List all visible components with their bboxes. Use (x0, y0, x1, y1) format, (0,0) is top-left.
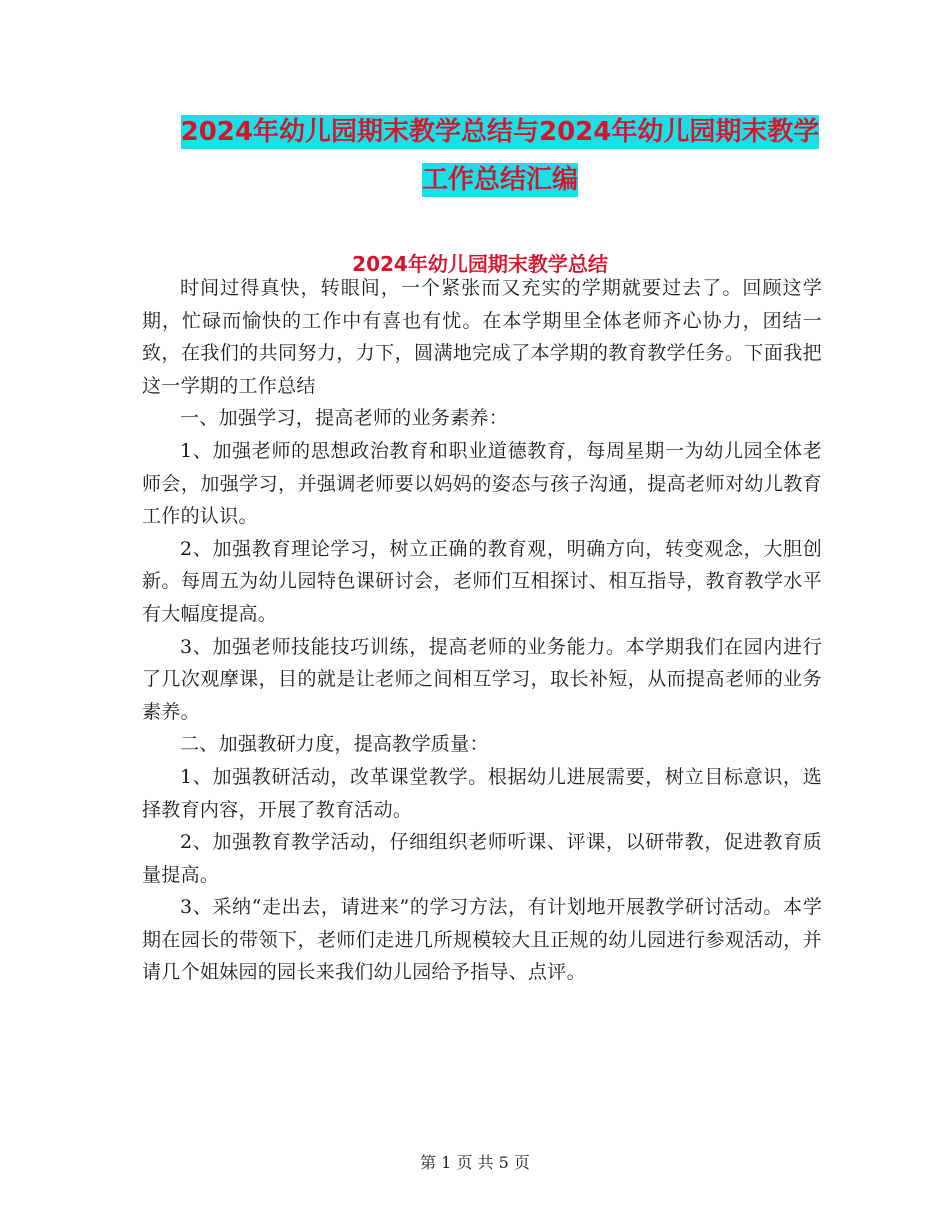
main-title-line-1: 2024年幼儿园期末教学总结与2024年幼儿园期末教学 (180, 117, 820, 147)
page-footer: 第 1 页 共 5 页 (420, 1153, 530, 1172)
main-title-line-2: 工作总结汇编 (421, 165, 578, 195)
paragraph: 3、加强老师技能技巧训练，提高老师的业务能力。本学期我们在园内进行了几次观摩课，目的就是让老师之间相互学习，取长补短，从而提高老师的业务素养。 (142, 635, 822, 723)
paragraph: 3、采纳“走出去，请进来”的学习方法，有计划地开展教学研讨活动。本学期在园长的带领下，老师们走进几所规模较大且正规的幼儿园进行参观活动，并请几个姐妹园的园长来我们幼儿园给予指导、点评。 (142, 896, 822, 984)
paragraph: 2、加强教育教学活动，仔细组织老师听课、评课，以研带教，促进教育质量提高。 (142, 831, 822, 886)
paragraph: 时间过得真快，转眼间，一个紧张而又充实的学期就要过去了。回顾这学期，忙碌而愉快的工作中有喜也有忧。在本学期里全体老师齐心协力，团结一致，在我们的共同努力，力下，圆满地完成了本学期的教育教学任务。下面我把这一学期的工作总结 (142, 277, 822, 397)
paragraph: 2、加强教育理论学习，树立正确的教育观，明确方向，转变观念，大胆创新。每周五为幼儿园特色课研讨会，老师们互相探讨、相互指导，教育教学水平有大幅度提高。 (142, 537, 822, 625)
paragraph: 一、加强学习，提高老师的业务素养： (180, 407, 509, 430)
section-title: 2024年幼儿园期末教学总结 (352, 252, 608, 276)
paragraph: 二、加强教研力度，提高教学质量： (180, 733, 489, 756)
main-title (140, 108, 860, 204)
paragraph: 1、加强教研活动，改革课堂教学。根据幼儿进展需要，树立目标意识，选择教育内容，开展了教育活动。 (142, 765, 822, 821)
body-text (142, 272, 822, 989)
paragraph: 1、加强老师的思想政治教育和职业道德教育，每周星期一为幼儿园全体老师会，加强学习，并强调老师要以妈妈的姿态与孩子沟通，提高老师对幼儿教育工作的认识。 (142, 439, 822, 528)
